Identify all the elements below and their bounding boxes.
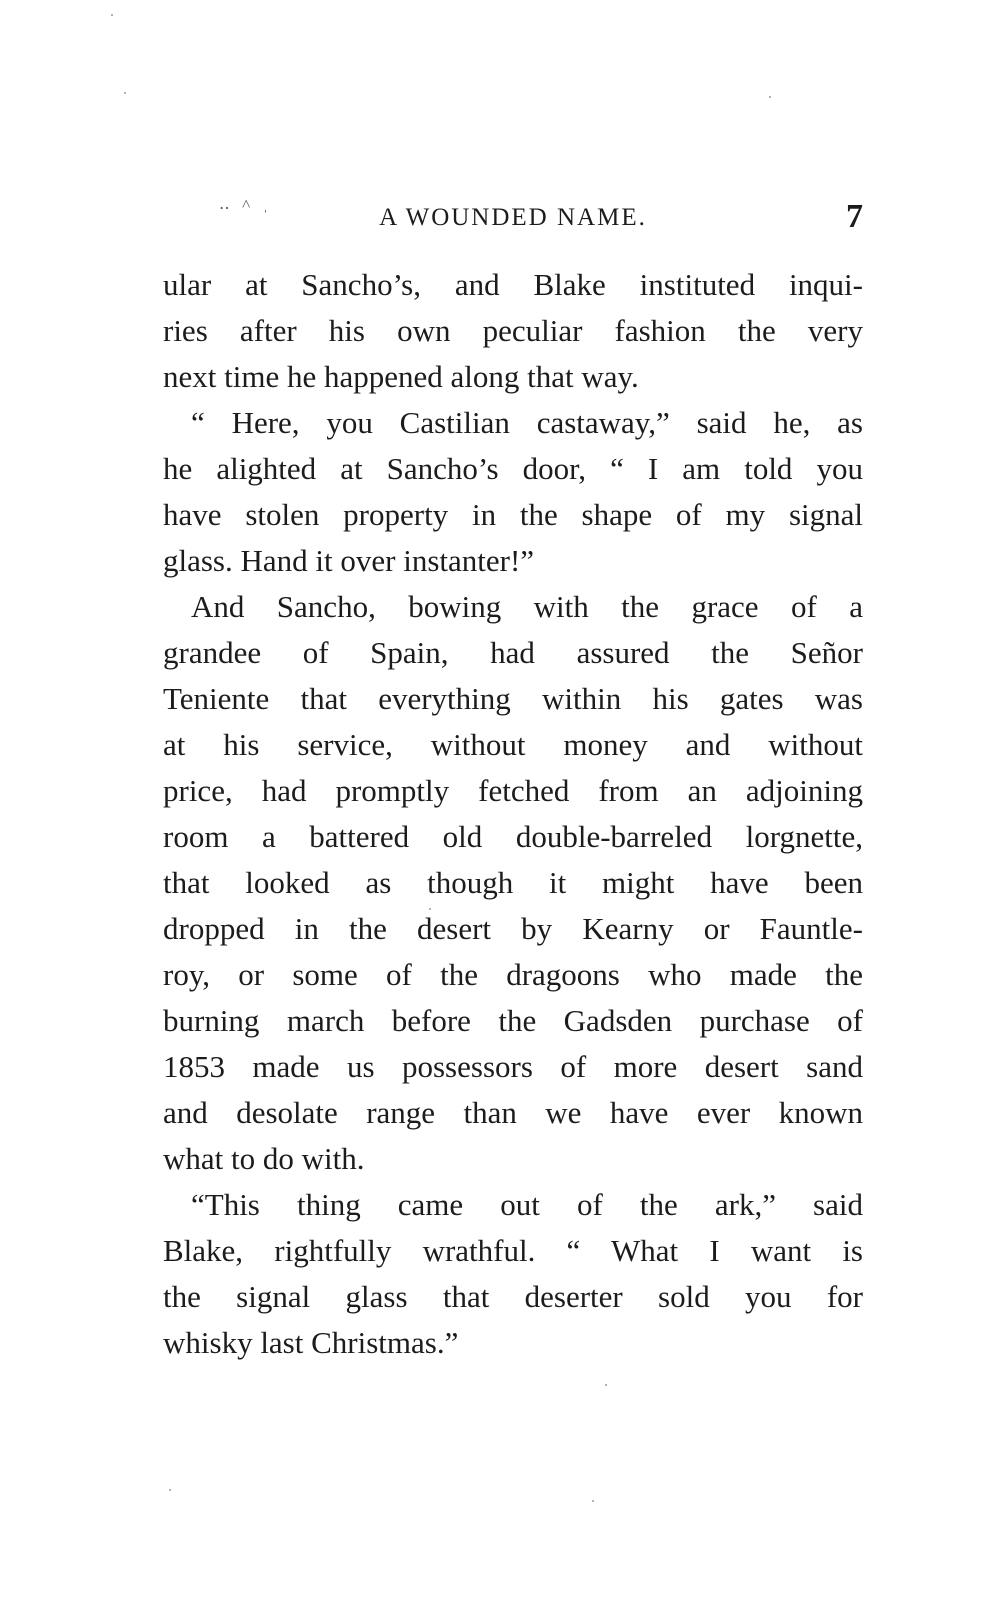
text-line: And Sancho, bowing with the grace of a <box>191 589 863 624</box>
text-line: Teniente that everything within his gates was <box>163 681 863 716</box>
text-line: price, had promptly fetched from an adjoining <box>163 773 863 808</box>
page-header <box>163 196 863 240</box>
text-line: ries after his own peculiar fashion the very <box>163 313 863 348</box>
body-text <box>163 262 863 1366</box>
text-line: burning march before the Gadsden purchase of <box>163 1003 863 1038</box>
text-line: 1853 made us possessors of more desert sand <box>163 1049 863 1084</box>
text-line: dropped in the desert by Kearny or Fauntle- <box>163 911 863 946</box>
text-line: glass. Hand it over instanter!” <box>163 543 535 578</box>
text-line: “This thing came out of the ark,” said <box>191 1187 863 1222</box>
text-line: at his service, without money and without <box>163 727 863 762</box>
text-line: whisky last Christmas.” <box>163 1325 459 1360</box>
paper-speck <box>169 1489 171 1491</box>
text-line: next time he happened along that way. <box>163 359 639 394</box>
text-line: that looked as though it might have been <box>163 865 863 900</box>
page-number: 7 <box>846 198 863 235</box>
header-specks: ‥ ˄ ˌ <box>219 196 273 213</box>
paper-speck <box>124 92 126 94</box>
text-line: Blake, rightfully wrathful. “ What I want is <box>163 1233 863 1268</box>
paper-speck <box>769 96 771 98</box>
paper-speck <box>111 14 113 16</box>
running-title: A WOUNDED NAME. <box>379 204 647 231</box>
text-line: room a battered old double-barreled lorgnette, <box>163 819 863 854</box>
text-line: roy, or some of the dragoons who made the <box>163 957 863 992</box>
text-line: he alighted at Sancho’s door, “ I am told you <box>163 451 863 486</box>
text-line: have stolen property in the shape of my signal <box>163 497 863 532</box>
text-line: the signal glass that deserter sold you for <box>163 1279 863 1314</box>
paper-speck <box>605 1384 607 1386</box>
text-line: and desolate range than we have ever known <box>163 1095 863 1130</box>
text-line: what to do with. <box>163 1141 365 1176</box>
text-line: “ Here, you Castilian castaway,” said he, as <box>191 405 863 440</box>
paper-speck <box>592 1500 594 1502</box>
text-line: ular at Sancho’s, and Blake instituted inqui- <box>163 267 863 302</box>
text-line: grandee of Spain, had assured the Señor <box>163 635 863 670</box>
